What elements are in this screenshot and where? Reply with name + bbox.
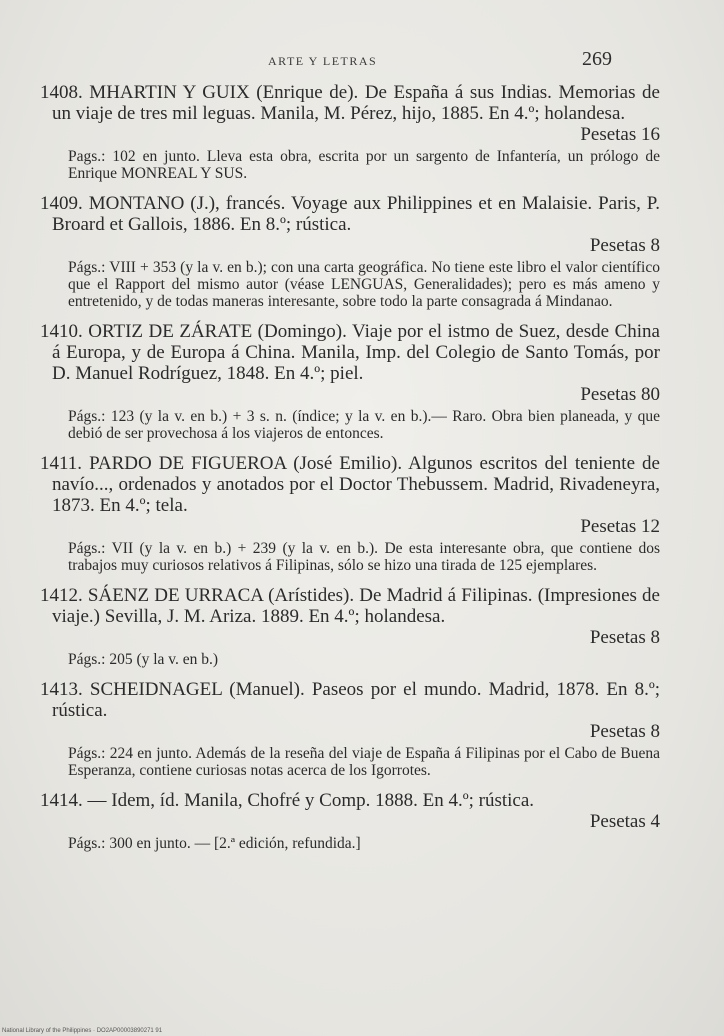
entry-note: Págs.: VII (y la v. en b.) + 239 (y la v. en b.). De esta interesante obra, que contiene dos trabajos muy curiosos relativos á Filipinas, sólo se hizo una tirada de 125 ejemplares.: [68, 540, 660, 574]
running-head: [0, 48, 724, 72]
entry-price: Pesetas 16: [580, 124, 660, 145]
catalog-entry-1408: [40, 82, 660, 182]
page-number: 269: [582, 48, 612, 70]
running-title: ARTE Y LETRAS: [268, 54, 378, 68]
entry-price: Pesetas 8: [589, 627, 660, 648]
entry-description: 1408. MHARTIN Y GUIX (Enrique de). De España á sus Indias. Memorias de un viaje de tres mil leguas. Manila, M. Pérez, hijo, 1885. En 4.º; holandesa.: [40, 82, 660, 124]
entry-note: Págs.: 205 (y la v. en b.): [68, 651, 219, 668]
entry-description: 1411. PARDO DE FIGUEROA (José Emilio). Algunos escritos del teniente de navío..., ordenados y anotados por el Doctor Thebussem. Madrid, Rivadeneyra, 1873. En 4.º; tela.: [40, 453, 660, 516]
entry-price: Pesetas 8: [589, 235, 660, 256]
entry-note: Págs.: VIII + 353 (y la v. en b.); con una carta geográfica. No tiene este libro el valor científico que el Rapport del mismo autor (véase LENGUAS, Generalidades); pero es más ameno y entretenido, y de todas maneras interesante, sobre todo la parte consagrada á Mindanao.: [68, 259, 660, 310]
entry-description: 1414. — Idem, íd. Manila, Chofré y Comp. 1888. En 4.º; rústica.: [40, 790, 535, 811]
entry-note: Págs.: 123 (y la v. en b.) + 3 s. n. (índice; y la v. en b.).— Raro. Obra bien planeada, y que debió de ser provechosa á los viajeros de entonces.: [68, 408, 660, 442]
entry-description: 1410. ORTIZ DE ZÁRATE (Domingo). Viaje por el istmo de Suez, desde China á Europa, y de Europa á China. Manila, Imp. del Colegio de Santo Tomás, por D. Manuel Rodríguez, 1848. En 4.º; piel.: [40, 321, 660, 384]
catalog-entry-1412: [40, 585, 660, 668]
catalog-entry-1413: [40, 679, 660, 779]
entry-description: 1412. SÁENZ DE URRACA (Arístides). De Madrid á Filipinas. (Impresiones de viaje.) Sevilla, J. M. Ariza. 1889. En 4.º; holandesa.: [40, 585, 660, 627]
catalog-entry-1410: [40, 321, 660, 442]
entry-note: Págs.: 224 en junto. Además de la reseña del viaje de España á Filipinas por el Cabo de Buena Esperanza, contiene curiosas notas acerca de los Igorrotes.: [68, 745, 660, 779]
scan-credit: National Library of the Philippines · DO2AP00003890271 91: [2, 1028, 163, 1034]
entry-note: Págs.: 300 en junto. — [2.ª edición, refundida.]: [68, 835, 361, 852]
entry-note: Pags.: 102 en junto. Lleva esta obra, escrita por un sargento de Infantería, un prólogo de Enrique MONREAL Y SUS.: [68, 148, 660, 182]
entry-description: 1413. SCHEIDNAGEL (Manuel). Paseos por el mundo. Madrid, 1878. En 8.º; rústica.: [40, 679, 660, 721]
catalog-entry-1411: [40, 453, 660, 574]
entry-price: Pesetas 80: [580, 384, 660, 405]
catalog-entry-1409: [40, 193, 660, 310]
entry-price: Pesetas 12: [580, 516, 660, 537]
entry-price: Pesetas 4: [589, 811, 660, 832]
catalog-entry-1414: [40, 790, 660, 852]
entry-description: 1409. MONTANO (J.), francés. Voyage aux Philippines et en Malaisie. Paris, P. Broard et Gallois, 1886. En 8.º; rústica.: [40, 193, 660, 235]
entry-price: Pesetas 8: [589, 721, 660, 742]
catalog-entries: [40, 82, 660, 863]
